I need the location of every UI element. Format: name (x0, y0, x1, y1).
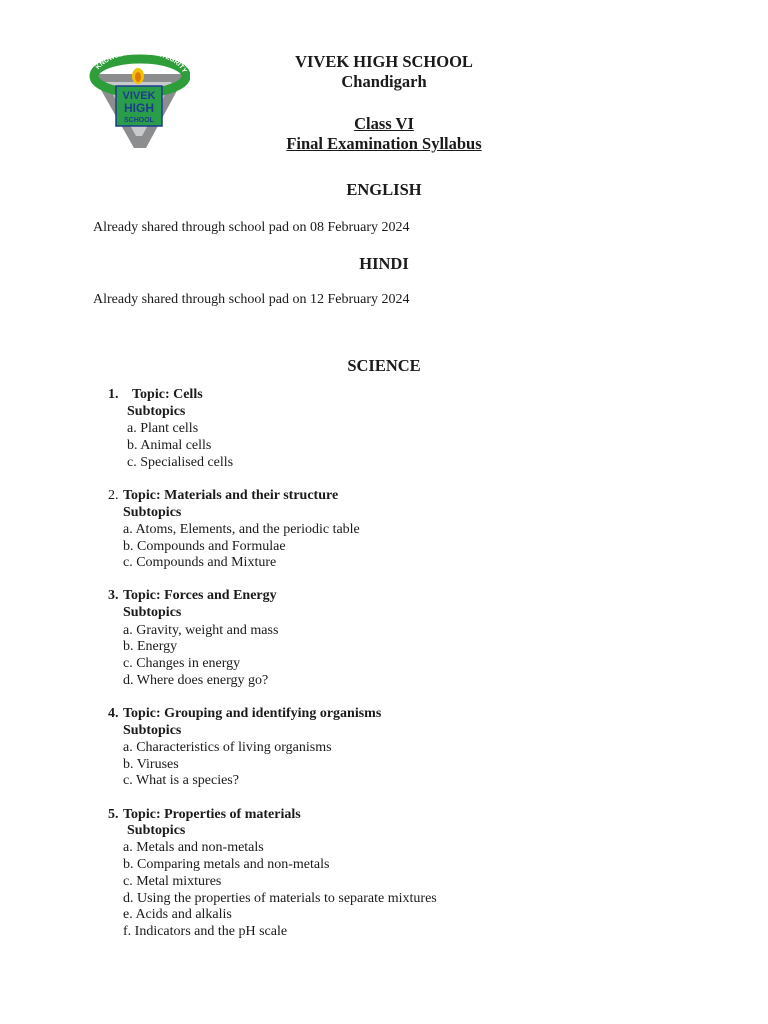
subtopics-label: Subtopics (127, 404, 186, 419)
topic-number: 1. (108, 387, 119, 402)
subtopic-item: c. Compounds and Mixture (123, 555, 277, 570)
topic-number: 5. (108, 807, 119, 822)
subtopic-item: b. Viruses (123, 757, 179, 772)
subtopic-item: a. Metals and non-metals (123, 840, 264, 855)
subtopic-item: e. Acids and alkalis (123, 907, 232, 922)
subtopic-item: c. Specialised cells (127, 455, 234, 470)
subtopic-item: c. What is a species? (123, 773, 239, 788)
subtopic-item: b. Compounds and Formulae (123, 539, 286, 554)
subtopics-label: Subtopics (123, 723, 182, 738)
hindi-heading: HINDI (359, 254, 409, 273)
logo-line-3: SCHOOL (124, 117, 154, 124)
subtopic-item: a. Characteristics of living organisms (123, 740, 332, 755)
subtopic-item: c. Metal mixtures (123, 874, 222, 889)
class-label: Class VI (354, 114, 414, 133)
hindi-note: Already shared through school pad on 12 February 2024 (93, 292, 410, 307)
topic-title: Topic: Cells (132, 387, 203, 402)
subtopics-label: Subtopics (127, 823, 186, 838)
exam-title: Final Examination Syllabus (286, 134, 482, 153)
topic-title: Topic: Grouping and identifying organisms (123, 706, 382, 721)
subtopic-item: a. Atoms, Elements, and the periodic table (123, 522, 360, 537)
topic-number: 3. (108, 588, 119, 603)
topic-number: 2. (108, 488, 119, 503)
subtopic-item: d. Using the properties of materials to separate mixtures (123, 891, 437, 906)
subtopic-item: b. Comparing metals and non-metals (123, 857, 330, 872)
topic-title: Topic: Forces and Energy (123, 588, 277, 603)
subtopic-item: b. Energy (123, 639, 178, 654)
subtopics-label: Subtopics (123, 505, 182, 520)
topic-title: Topic: Properties of materials (123, 807, 301, 822)
topic-title: Topic: Materials and their structure (123, 488, 339, 503)
subtopic-item: b. Animal cells (127, 438, 212, 453)
english-heading: ENGLISH (346, 180, 422, 199)
logo-line-2: HIGH (124, 101, 154, 115)
subtopic-item: f. Indicators and the pH scale (123, 924, 288, 939)
topic-number: 4. (108, 706, 119, 721)
school-name: VIVEK HIGH SCHOOL (295, 52, 473, 71)
subtopic-item: d. Where does energy go? (123, 673, 269, 688)
subtopics-label: Subtopics (123, 605, 182, 620)
subtopic-item: c. Changes in energy (123, 656, 241, 671)
logo-ring-text: KNOWLEDGE AND INTEGRITY (94, 52, 188, 75)
subtopic-item: a. Plant cells (127, 421, 199, 436)
english-note: Already shared through school pad on 08 February 2024 (93, 220, 410, 235)
logo-line-1: VIVEK (122, 90, 156, 102)
subtopic-item: a. Gravity, weight and mass (123, 623, 279, 638)
school-city: Chandigarh (341, 72, 427, 91)
science-heading: SCIENCE (347, 356, 421, 375)
